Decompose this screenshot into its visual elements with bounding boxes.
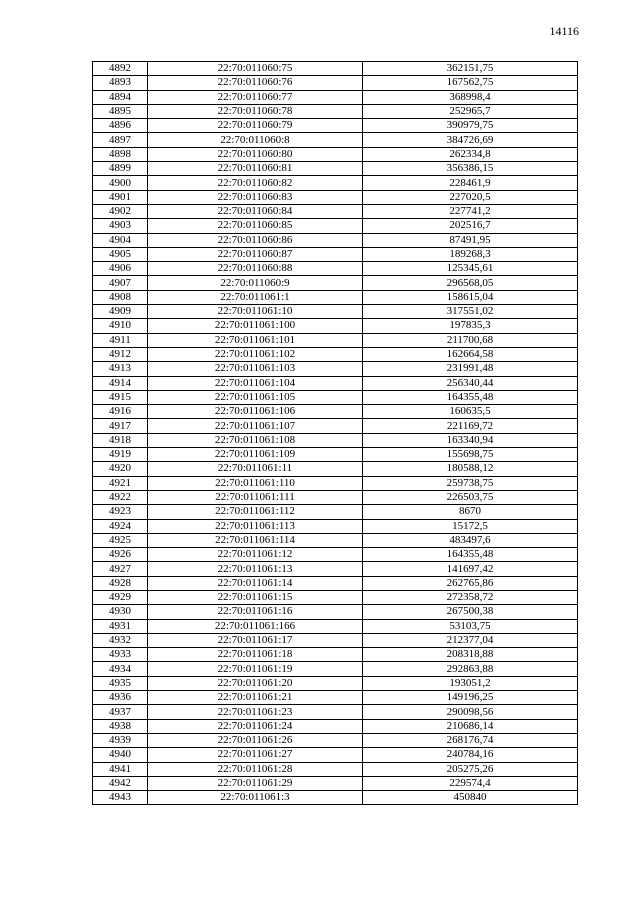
cadastral-value-cell: 268176,74 — [363, 733, 578, 747]
table-row — [93, 462, 578, 476]
table-row — [93, 619, 578, 633]
cadastral-number-cell: 22:70:011061:23 — [148, 705, 363, 719]
cadastral-value-cell: 256340,44 — [363, 376, 578, 390]
table-row — [93, 648, 578, 662]
cadastral-number-cell: 22:70:011060:86 — [148, 233, 363, 247]
table-row — [93, 519, 578, 533]
cadastral-number-cell: 22:70:011061:105 — [148, 390, 363, 404]
row-number-cell: 4936 — [93, 691, 148, 705]
row-number-cell: 4912 — [93, 347, 148, 361]
cadastral-number-cell: 22:70:011060:87 — [148, 247, 363, 261]
cadastral-number-cell: 22:70:011061:28 — [148, 762, 363, 776]
table-row — [93, 505, 578, 519]
cadastral-number-cell: 22:70:011061:107 — [148, 419, 363, 433]
cadastral-number-cell: 22:70:011061:108 — [148, 433, 363, 447]
cadastral-value-cell: 292863,88 — [363, 662, 578, 676]
table-row — [93, 333, 578, 347]
row-number-cell: 4897 — [93, 133, 148, 147]
cadastral-value-cell: 160635,5 — [363, 405, 578, 419]
cadastral-value-cell: 231991,48 — [363, 362, 578, 376]
cadastral-value-cell: 193051,2 — [363, 676, 578, 690]
table-row — [93, 390, 578, 404]
cadastral-number-cell: 22:70:011061:112 — [148, 505, 363, 519]
cadastral-number-cell: 22:70:011060:88 — [148, 262, 363, 276]
row-number-cell: 4892 — [93, 62, 148, 76]
row-number-cell: 4910 — [93, 319, 148, 333]
cadastral-value-cell: 141697,42 — [363, 562, 578, 576]
row-number-cell: 4906 — [93, 262, 148, 276]
cadastral-value-cell: 162664,58 — [363, 347, 578, 361]
table-row — [93, 533, 578, 547]
cadastral-number-cell: 22:70:011061:26 — [148, 733, 363, 747]
cadastral-value-cell: 259738,75 — [363, 476, 578, 490]
table-row — [93, 562, 578, 576]
cadastral-number-cell: 22:70:011061:12 — [148, 548, 363, 562]
row-number-cell: 4928 — [93, 576, 148, 590]
cadastral-number-cell: 22:70:011060:78 — [148, 104, 363, 118]
table-row — [93, 476, 578, 490]
row-number-cell: 4899 — [93, 162, 148, 176]
table-row — [93, 419, 578, 433]
cadastral-number-cell: 22:70:011061:111 — [148, 490, 363, 504]
table-row — [93, 104, 578, 118]
cadastral-value-cell: 262765,86 — [363, 576, 578, 590]
table-row — [93, 147, 578, 161]
cadastral-number-cell: 22:70:011061:166 — [148, 619, 363, 633]
table-row — [93, 548, 578, 562]
table-row — [93, 490, 578, 504]
row-number-cell: 4927 — [93, 562, 148, 576]
cadastral-value-cell: 53103,75 — [363, 619, 578, 633]
row-number-cell: 4921 — [93, 476, 148, 490]
cadastral-number-cell: 22:70:011060:85 — [148, 219, 363, 233]
cadastral-value-cell: 205275,26 — [363, 762, 578, 776]
row-number-cell: 4916 — [93, 405, 148, 419]
cadastral-value-cell: 450840 — [363, 791, 578, 805]
cadastral-number-cell: 22:70:011061:109 — [148, 448, 363, 462]
row-number-cell: 4925 — [93, 533, 148, 547]
row-number-cell: 4904 — [93, 233, 148, 247]
table-row — [93, 762, 578, 776]
cadastral-value-cell: 163340,94 — [363, 433, 578, 447]
cadastral-value-cell: 226503,75 — [363, 490, 578, 504]
cadastral-value-cell: 228461,9 — [363, 176, 578, 190]
cadastral-number-cell: 22:70:011060:80 — [148, 147, 363, 161]
table-row — [93, 733, 578, 747]
cadastral-number-cell: 22:70:011061:113 — [148, 519, 363, 533]
cadastral-number-cell: 22:70:011061:3 — [148, 791, 363, 805]
table-row — [93, 305, 578, 319]
table-row — [93, 219, 578, 233]
cadastral-value-cell: 180588,12 — [363, 462, 578, 476]
table-row — [93, 576, 578, 590]
cadastral-number-cell: 22:70:011061:102 — [148, 347, 363, 361]
cadastral-number-cell: 22:70:011060:79 — [148, 119, 363, 133]
table-row — [93, 290, 578, 304]
row-number-cell: 4902 — [93, 204, 148, 218]
cadastral-value-cell: 483497,6 — [363, 533, 578, 547]
cadastral-number-cell: 22:70:011060:75 — [148, 62, 363, 76]
cadastral-value-cell: 208318,88 — [363, 648, 578, 662]
table-row — [93, 176, 578, 190]
cadastral-value-cell: 202516,7 — [363, 219, 578, 233]
cadastral-number-cell: 22:70:011060:83 — [148, 190, 363, 204]
row-number-cell: 4924 — [93, 519, 148, 533]
table-row — [93, 76, 578, 90]
row-number-cell: 4893 — [93, 76, 148, 90]
table-row — [93, 448, 578, 462]
table-row — [93, 62, 578, 76]
row-number-cell: 4915 — [93, 390, 148, 404]
row-number-cell: 4937 — [93, 705, 148, 719]
cadastral-number-cell: 22:70:011061:16 — [148, 605, 363, 619]
cadastral-number-cell: 22:70:011061:101 — [148, 333, 363, 347]
row-number-cell: 4895 — [93, 104, 148, 118]
cadastral-number-cell: 22:70:011060:81 — [148, 162, 363, 176]
cadastral-value-cell: 290098,56 — [363, 705, 578, 719]
cadastral-number-cell: 22:70:011061:19 — [148, 662, 363, 676]
cadastral-value-cell: 210686,14 — [363, 719, 578, 733]
cadastral-value-cell: 211700,68 — [363, 333, 578, 347]
row-number-cell: 4942 — [93, 776, 148, 790]
cadastral-value-cell: 296568,05 — [363, 276, 578, 290]
cadastral-value-cell: 125345,61 — [363, 262, 578, 276]
row-number-cell: 4920 — [93, 462, 148, 476]
cadastral-number-cell: 22:70:011060:76 — [148, 76, 363, 90]
table-row — [93, 676, 578, 690]
page-number: 14116 — [549, 24, 579, 38]
cadastral-number-cell: 22:70:011061:20 — [148, 676, 363, 690]
cadastral-number-cell: 22:70:011060:84 — [148, 204, 363, 218]
cadastral-value-cell: 240784,16 — [363, 748, 578, 762]
cadastral-value-cell: 356386,15 — [363, 162, 578, 176]
cadastral-number-cell: 22:70:011060:8 — [148, 133, 363, 147]
row-number-cell: 4911 — [93, 333, 148, 347]
cadastral-value-cell: 317551,02 — [363, 305, 578, 319]
row-number-cell: 4931 — [93, 619, 148, 633]
cadastral-number-cell: 22:70:011061:27 — [148, 748, 363, 762]
table-row — [93, 247, 578, 261]
cadastral-number-cell: 22:70:011061:24 — [148, 719, 363, 733]
cadastral-number-cell: 22:70:011061:17 — [148, 633, 363, 647]
cadastral-number-cell: 22:70:011061:10 — [148, 305, 363, 319]
cadastral-number-cell: 22:70:011061:21 — [148, 691, 363, 705]
table-row — [93, 233, 578, 247]
cadastral-value-cell: 390979,75 — [363, 119, 578, 133]
table-row — [93, 190, 578, 204]
cadastral-value-cell: 155698,75 — [363, 448, 578, 462]
cadastral-value-cell: 8670 — [363, 505, 578, 519]
cadastral-value-cell: 272358,72 — [363, 590, 578, 604]
table-row — [93, 433, 578, 447]
row-number-cell: 4908 — [93, 290, 148, 304]
cadastral-value-cell: 362151,75 — [363, 62, 578, 76]
table-row — [93, 362, 578, 376]
table-row — [93, 347, 578, 361]
cadastral-value-cell: 189268,3 — [363, 247, 578, 261]
cadastral-value-cell: 164355,48 — [363, 548, 578, 562]
cadastral-value-cell: 164355,48 — [363, 390, 578, 404]
table-row — [93, 204, 578, 218]
row-number-cell: 4935 — [93, 676, 148, 690]
row-number-cell: 4913 — [93, 362, 148, 376]
cadastral-number-cell: 22:70:011061:15 — [148, 590, 363, 604]
cadastral-value-cell: 167562,75 — [363, 76, 578, 90]
row-number-cell: 4914 — [93, 376, 148, 390]
table-row — [93, 776, 578, 790]
row-number-cell: 4898 — [93, 147, 148, 161]
cadastral-number-cell: 22:70:011061:29 — [148, 776, 363, 790]
cadastral-number-cell: 22:70:011060:77 — [148, 90, 363, 104]
table-row — [93, 633, 578, 647]
table-row — [93, 705, 578, 719]
cadastral-number-cell: 22:70:011061:1 — [148, 290, 363, 304]
cadastral-number-cell: 22:70:011060:9 — [148, 276, 363, 290]
table-row — [93, 276, 578, 290]
cadastral-value-cell: 227020,5 — [363, 190, 578, 204]
cadastral-number-cell: 22:70:011061:110 — [148, 476, 363, 490]
cadastral-value-table — [92, 61, 578, 805]
cadastral-number-cell: 22:70:011061:114 — [148, 533, 363, 547]
cadastral-number-cell: 22:70:011061:13 — [148, 562, 363, 576]
row-number-cell: 4933 — [93, 648, 148, 662]
table-row — [93, 662, 578, 676]
cadastral-value-cell: 262334,8 — [363, 147, 578, 161]
row-number-cell: 4929 — [93, 590, 148, 604]
cadastral-value-cell: 149196,25 — [363, 691, 578, 705]
cadastral-value-cell: 227741,2 — [363, 204, 578, 218]
table-row — [93, 319, 578, 333]
table-row — [93, 262, 578, 276]
cadastral-value-cell: 15172,5 — [363, 519, 578, 533]
cadastral-value-cell: 197835,3 — [363, 319, 578, 333]
cadastral-number-cell: 22:70:011061:18 — [148, 648, 363, 662]
table-row — [93, 691, 578, 705]
cadastral-value-cell: 158615,04 — [363, 290, 578, 304]
cadastral-number-cell: 22:70:011061:106 — [148, 405, 363, 419]
table-row — [93, 590, 578, 604]
cadastral-value-cell: 368998,4 — [363, 90, 578, 104]
row-number-cell: 4918 — [93, 433, 148, 447]
cadastral-number-cell: 22:70:011060:82 — [148, 176, 363, 190]
row-number-cell: 4940 — [93, 748, 148, 762]
row-number-cell: 4905 — [93, 247, 148, 261]
cadastral-value-cell: 252965,7 — [363, 104, 578, 118]
table-row — [93, 719, 578, 733]
table-row — [93, 162, 578, 176]
cadastral-number-cell: 22:70:011061:100 — [148, 319, 363, 333]
cadastral-value-cell: 212377,04 — [363, 633, 578, 647]
cadastral-number-cell: 22:70:011061:14 — [148, 576, 363, 590]
table-row — [93, 405, 578, 419]
table-row — [93, 90, 578, 104]
row-number-cell: 4896 — [93, 119, 148, 133]
cadastral-number-cell: 22:70:011061:11 — [148, 462, 363, 476]
row-number-cell: 4917 — [93, 419, 148, 433]
row-number-cell: 4922 — [93, 490, 148, 504]
row-number-cell: 4909 — [93, 305, 148, 319]
cadastral-value-cell: 221169,72 — [363, 419, 578, 433]
row-number-cell: 4900 — [93, 176, 148, 190]
table-row — [93, 748, 578, 762]
table-row — [93, 133, 578, 147]
row-number-cell: 4938 — [93, 719, 148, 733]
cadastral-value-cell: 87491,95 — [363, 233, 578, 247]
row-number-cell: 4894 — [93, 90, 148, 104]
row-number-cell: 4923 — [93, 505, 148, 519]
cadastral-value-cell: 384726,69 — [363, 133, 578, 147]
cadastral-value-cell: 229574,4 — [363, 776, 578, 790]
row-number-cell: 4930 — [93, 605, 148, 619]
row-number-cell: 4903 — [93, 219, 148, 233]
row-number-cell: 4919 — [93, 448, 148, 462]
row-number-cell: 4926 — [93, 548, 148, 562]
cadastral-number-cell: 22:70:011061:104 — [148, 376, 363, 390]
cadastral-value-cell: 267500,38 — [363, 605, 578, 619]
row-number-cell: 4907 — [93, 276, 148, 290]
table-row — [93, 791, 578, 805]
row-number-cell: 4941 — [93, 762, 148, 776]
row-number-cell: 4943 — [93, 791, 148, 805]
row-number-cell: 4932 — [93, 633, 148, 647]
table-body — [93, 62, 578, 805]
row-number-cell: 4901 — [93, 190, 148, 204]
row-number-cell: 4934 — [93, 662, 148, 676]
row-number-cell: 4939 — [93, 733, 148, 747]
table-row — [93, 605, 578, 619]
cadastral-number-cell: 22:70:011061:103 — [148, 362, 363, 376]
table-row — [93, 119, 578, 133]
table-row — [93, 376, 578, 390]
